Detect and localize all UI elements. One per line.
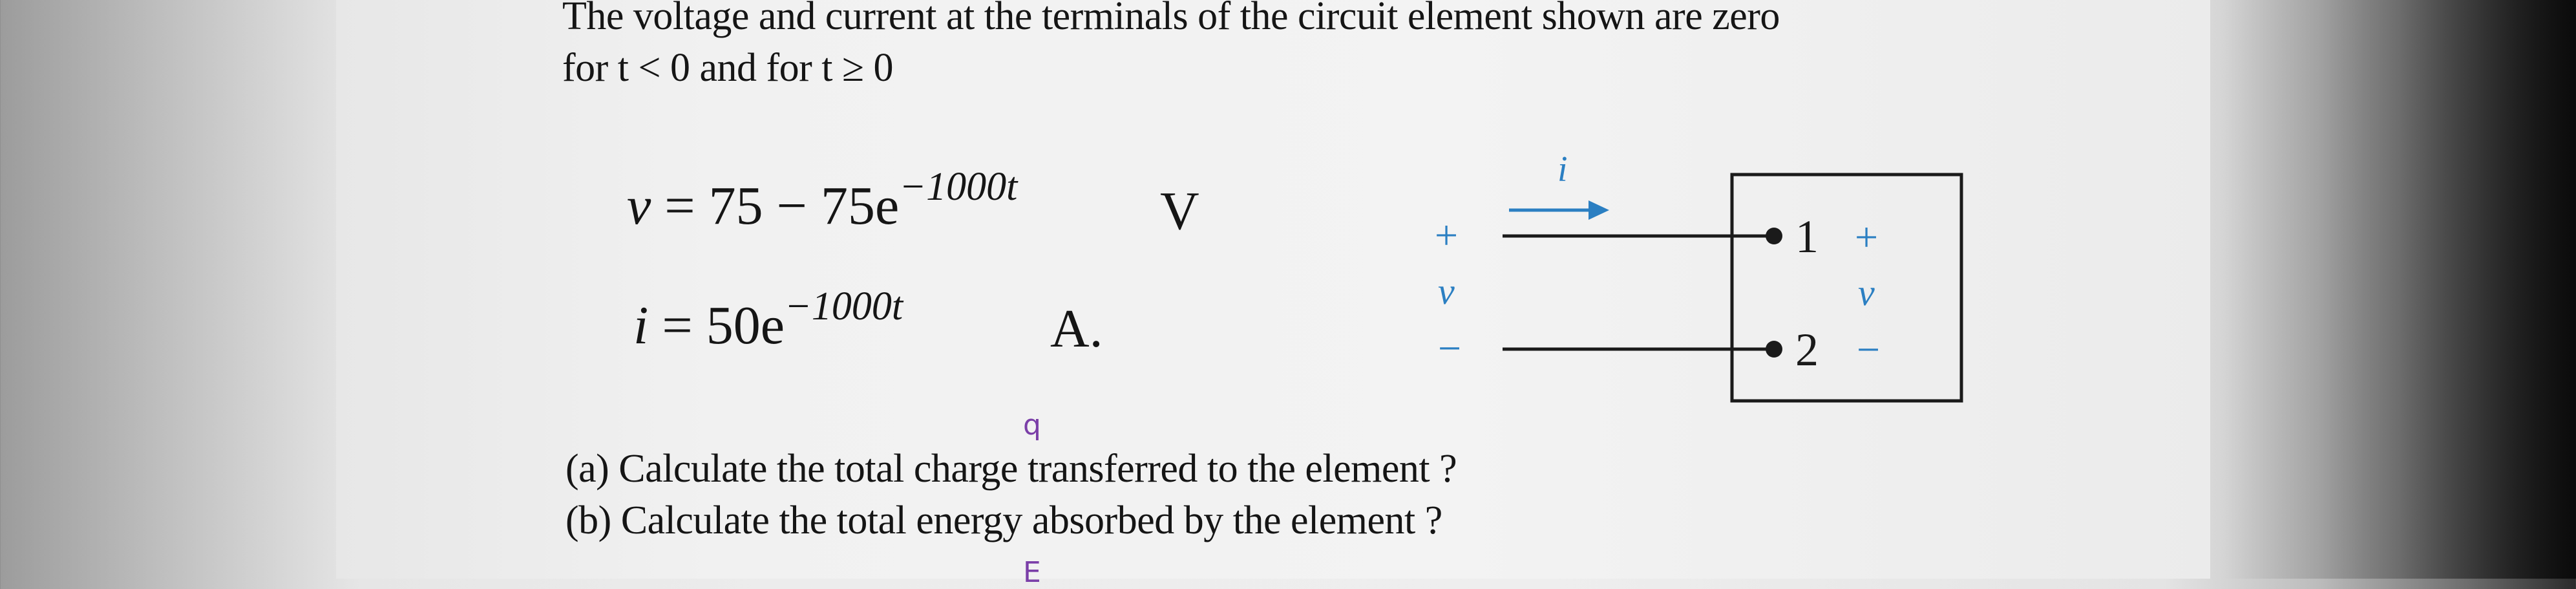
voltage-expression: = 75 − 75e	[651, 176, 900, 236]
intro-line-2: for t < 0 and for t ≥ 0	[562, 46, 894, 90]
circuit-element-box	[1732, 175, 1961, 401]
left-voltage-label: v	[1438, 270, 1455, 312]
right-minus-sign: −	[1857, 327, 1881, 372]
current-expression: = 50e	[648, 295, 785, 356]
circuit-diagram	[1409, 129, 1990, 414]
current-symbol: i	[633, 295, 649, 356]
handwritten-mark-e: E	[1023, 556, 1041, 589]
handwritten-mark-q: q	[1023, 409, 1041, 442]
voltage-equation	[627, 165, 1018, 237]
intro-line-1: The voltage and current at the terminals of the circuit element shown are zero	[562, 0, 1780, 38]
current-arrow-icon	[1589, 200, 1609, 220]
current-label: i	[1557, 149, 1568, 189]
left-minus-sign: −	[1438, 325, 1462, 371]
voltage-exponent: −1000t	[899, 165, 1018, 209]
current-unit: A.	[1050, 299, 1103, 359]
right-plus-sign: +	[1855, 214, 1879, 260]
current-equation	[633, 284, 903, 357]
current-exponent: −1000t	[785, 284, 903, 328]
terminal-1-label: 1	[1795, 211, 1819, 262]
left-plus-sign: +	[1435, 212, 1459, 258]
shadow-edge	[2223, 0, 2576, 579]
terminal-2-label: 2	[1795, 324, 1819, 376]
terminal-dot-2	[1766, 341, 1782, 358]
right-voltage-label: v	[1858, 272, 1875, 314]
question-a: (a) Calculate the total charge transferred to the element ?	[565, 447, 1457, 491]
voltage-symbol: v	[627, 176, 651, 236]
question-b: (b) Calculate the total energy absorbed by the element ?	[565, 498, 1442, 542]
terminal-dot-1	[1766, 228, 1782, 244]
voltage-unit: V	[1160, 181, 1199, 241]
